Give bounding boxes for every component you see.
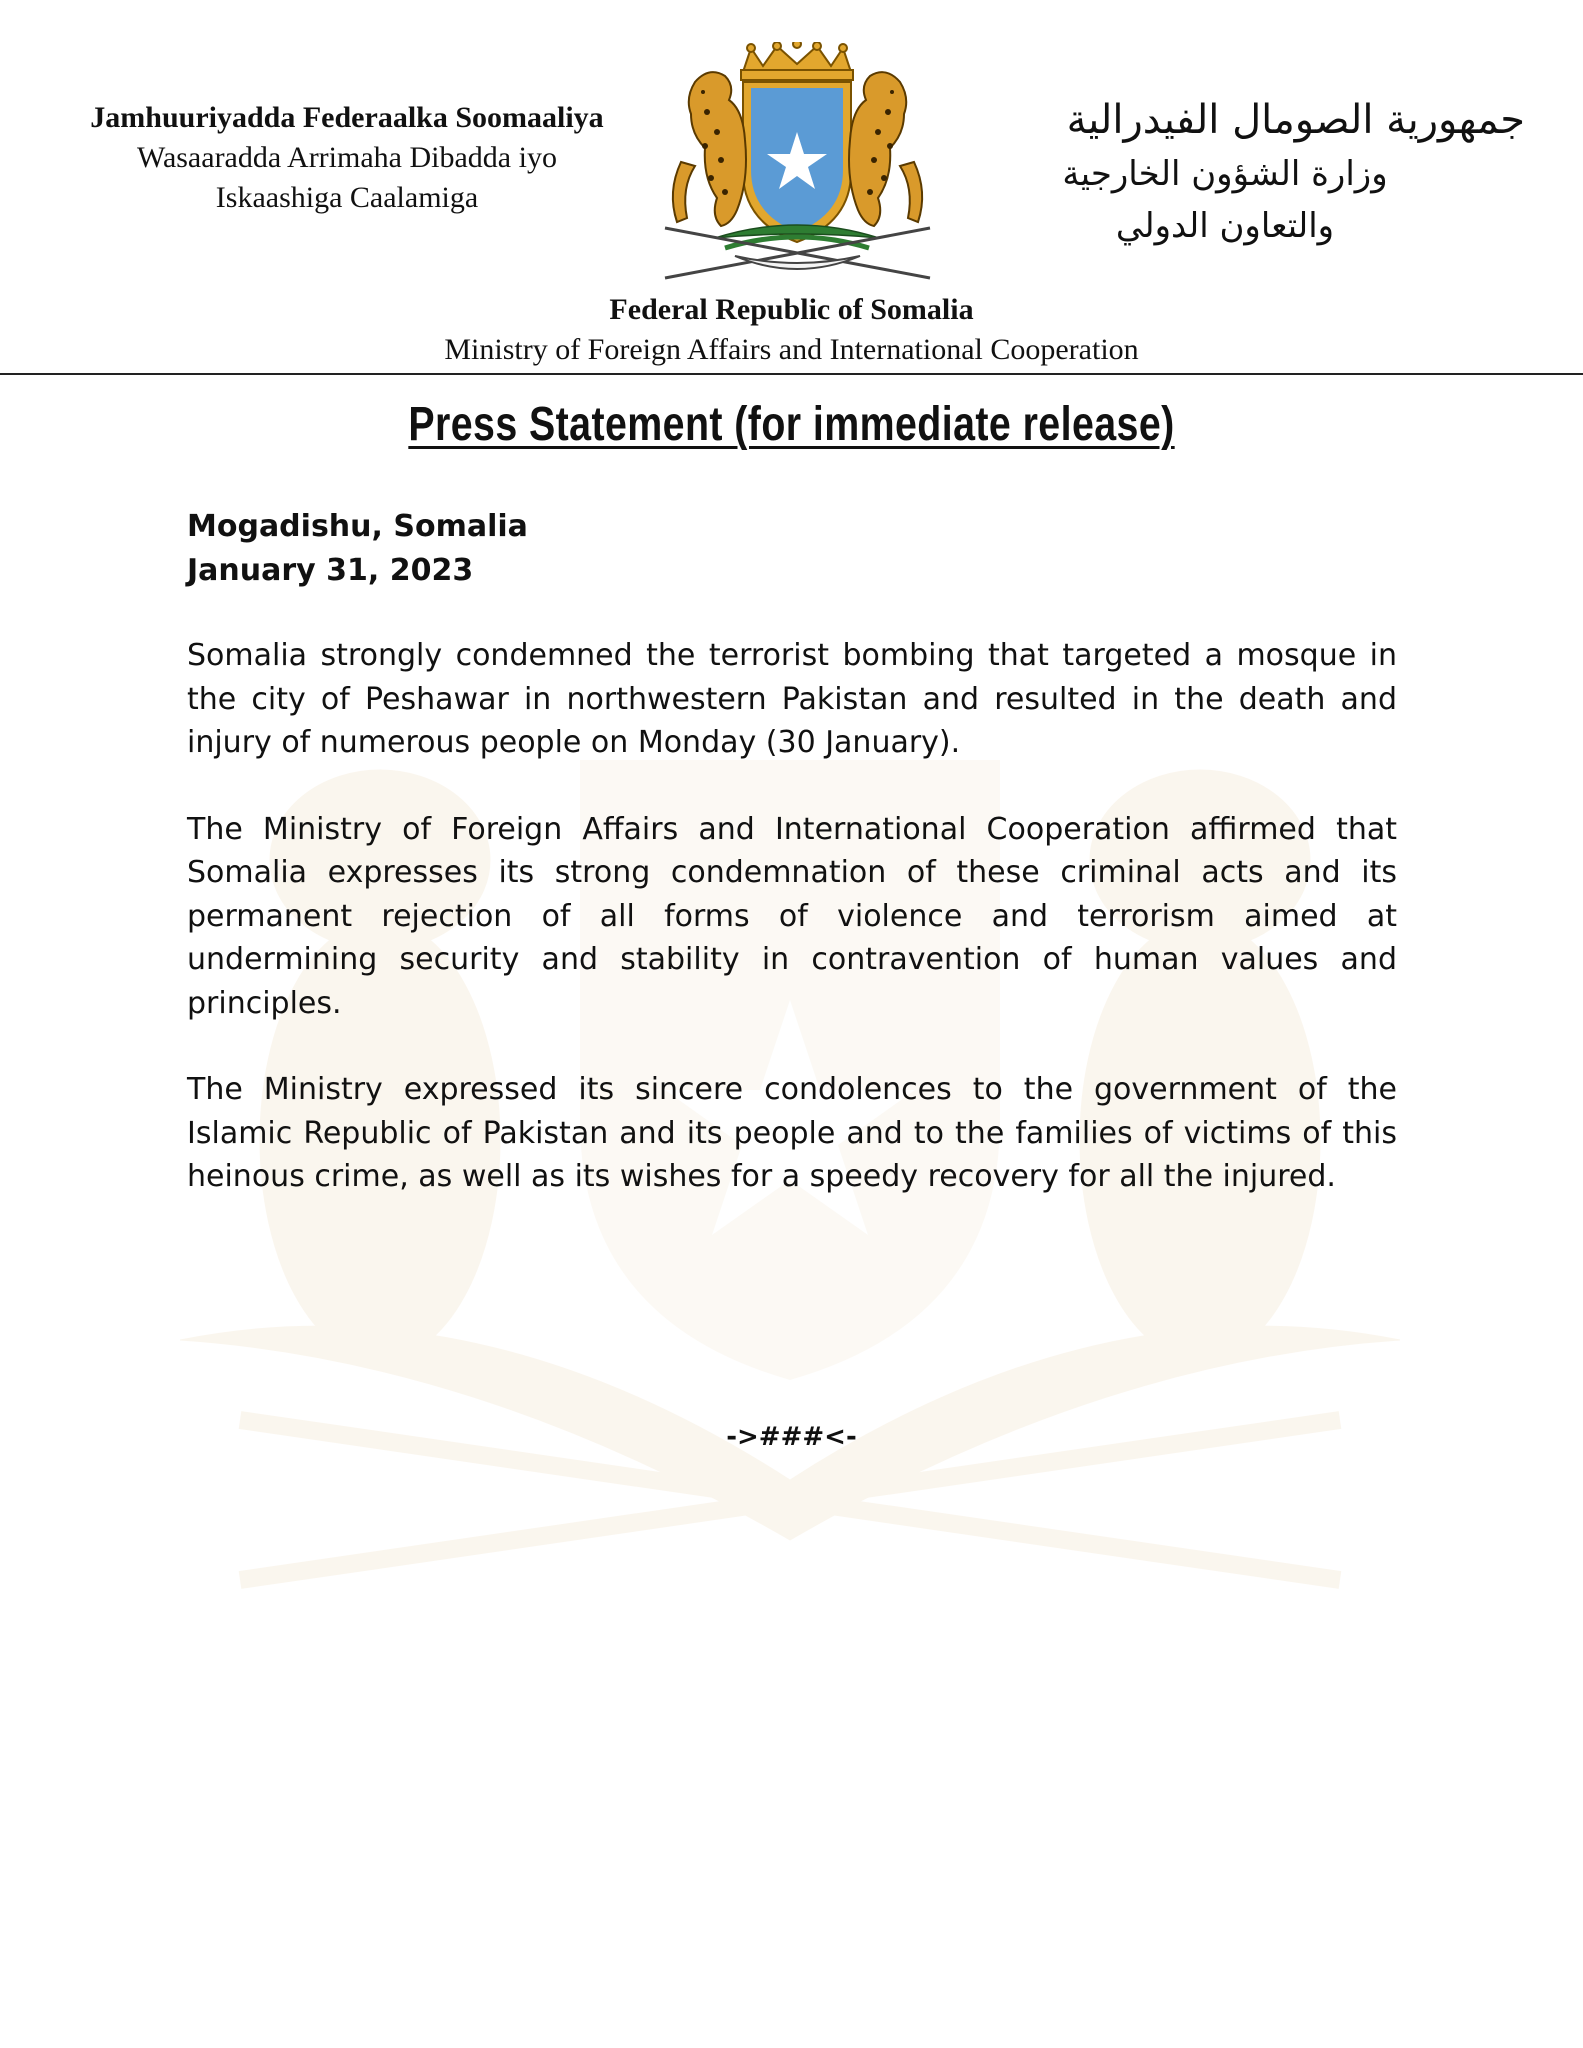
english-republic-name: Federal Republic of Somalia <box>609 293 974 326</box>
document-title: Press Statement (for immediate release) <box>408 398 1175 451</box>
letterhead-english <box>0 290 1583 370</box>
somali-republic-name: Jamhuuriyadda Federaalka Soomaaliya <box>90 101 604 134</box>
letterhead-arabic <box>925 92 1525 252</box>
statement-body <box>187 505 1397 1199</box>
letterhead-somali <box>52 98 642 218</box>
arabic-ministry-name-line2: والتعاون الدولي <box>1115 206 1335 246</box>
somali-ministry-name-line2: Iskaashiga Caalamiga <box>215 181 479 214</box>
paragraph: Somalia strongly condemned the terrorist bombing that targeted a mosque in the city of Peshawar in northwestern Pakistan and resulted in the death and injury of numerous people on Monday (30 January). <box>187 638 1397 760</box>
arabic-republic-name: جمهورية الصومال الفيدرالية <box>1066 97 1525 143</box>
paragraph: The Ministry of Foreign Affairs and International Cooperation affirmed that Somalia expresses its strong condemnation of these criminal acts and its permanent rejection of all forms of violence and terrorism aimed at undermining security and stability in contravention of human values and principles. <box>187 811 1397 1021</box>
dateline-date: January 31, 2023 <box>187 552 474 588</box>
arabic-ministry-name-line1: وزارة الشؤون الخارجية <box>1062 154 1388 194</box>
header-divider <box>0 373 1583 375</box>
somali-ministry-name-line1: Wasaaradda Arrimaha Dibadda iyo <box>137 141 557 174</box>
end-of-statement-mark: ->###<- <box>726 1422 857 1452</box>
english-ministry-name: Ministry of Foreign Affairs and International Cooperation <box>444 333 1139 366</box>
dateline-location: Mogadishu, Somalia <box>187 509 528 544</box>
paragraph: The Ministry expressed its sincere condolences to the government of the Islamic Republic of Pakistan and its people and to the families of victims of this heinous crime, as well as its wishes for a speedy recovery for all the injured. <box>187 1072 1397 1194</box>
somalia-coat-of-arms-icon <box>655 42 940 287</box>
